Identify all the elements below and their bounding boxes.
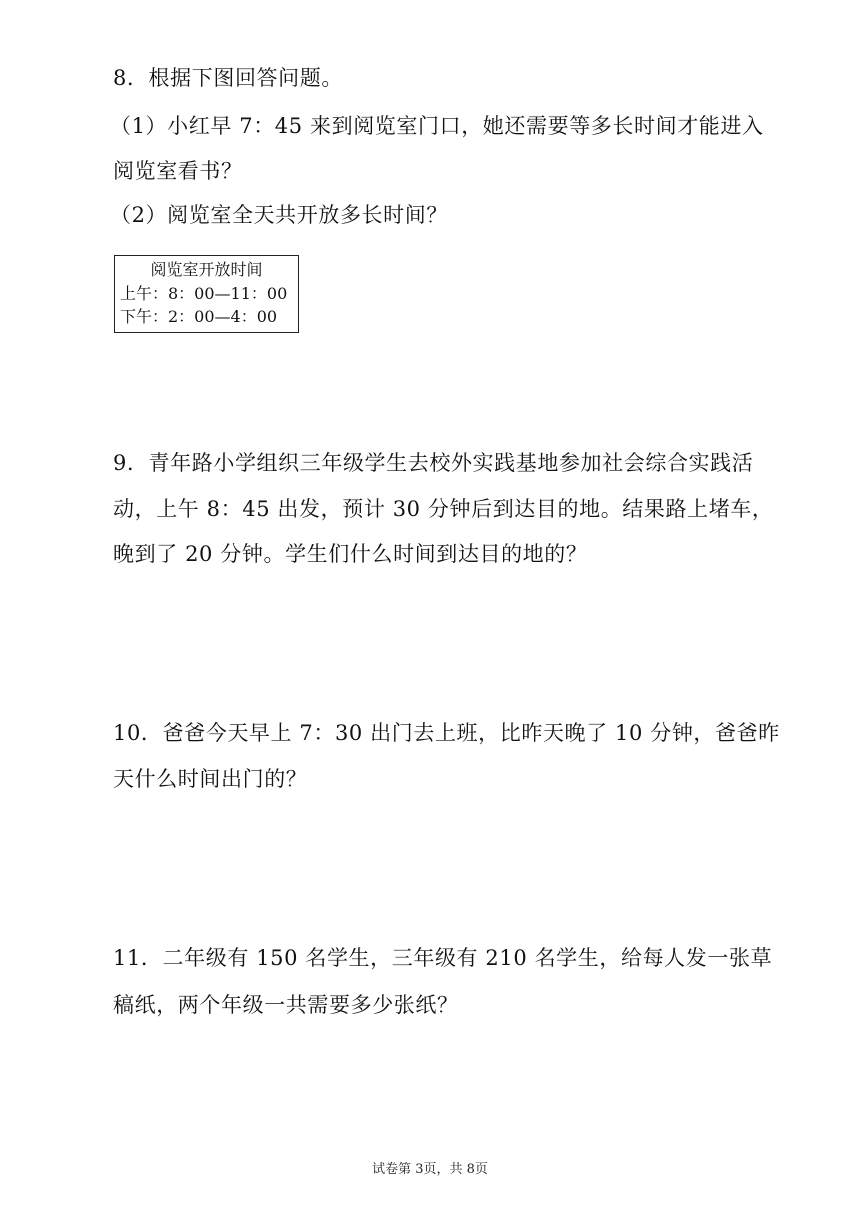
question-11-line2: 稿纸，两个年级一共需要多少张纸？ — [113, 993, 459, 1017]
question-9-line1: 9．青年路小学组织三年级学生去校外实践基地参加社会综合实践活 — [113, 451, 754, 475]
question-10-line1: 10．爸爸今天早上 7：30 出门去上班，比昨天晚了 10 分钟，爸爸昨 — [113, 721, 780, 745]
question-8-part1-line1: （1）小红早 7：45 来到阅览室门口，她还需要等多长时间才能进入 — [110, 114, 764, 138]
schedule-title: 阅览室开放时间 — [150, 260, 263, 279]
question-9-line2: 动，上午 8：45 出发，预计 30 分钟后到达目的地。结果路上堵车， — [113, 497, 774, 521]
reading-room-schedule-box — [114, 255, 299, 333]
question-9-line3: 晚到了 20 分钟。学生们什么时间到达目的地的？ — [113, 542, 588, 566]
question-11-line1: 11．二年级有 150 名学生，三年级有 210 名学生，给每人发一张草 — [113, 946, 773, 970]
schedule-afternoon: 下午：2：00—4：00 — [120, 307, 278, 326]
question-8-part2: （2）阅览室全天共开放多长时间？ — [110, 203, 448, 227]
schedule-morning: 上午：8：00—11：00 — [120, 284, 288, 303]
question-8-part1-line2: 阅览室看书？ — [113, 159, 243, 183]
question-8-intro: 8．根据下图回答问题。 — [113, 66, 343, 90]
question-10-line2: 天什么时间出门的？ — [113, 767, 308, 791]
page-footer: 试卷第 3页，共 8页 — [372, 1162, 488, 1177]
